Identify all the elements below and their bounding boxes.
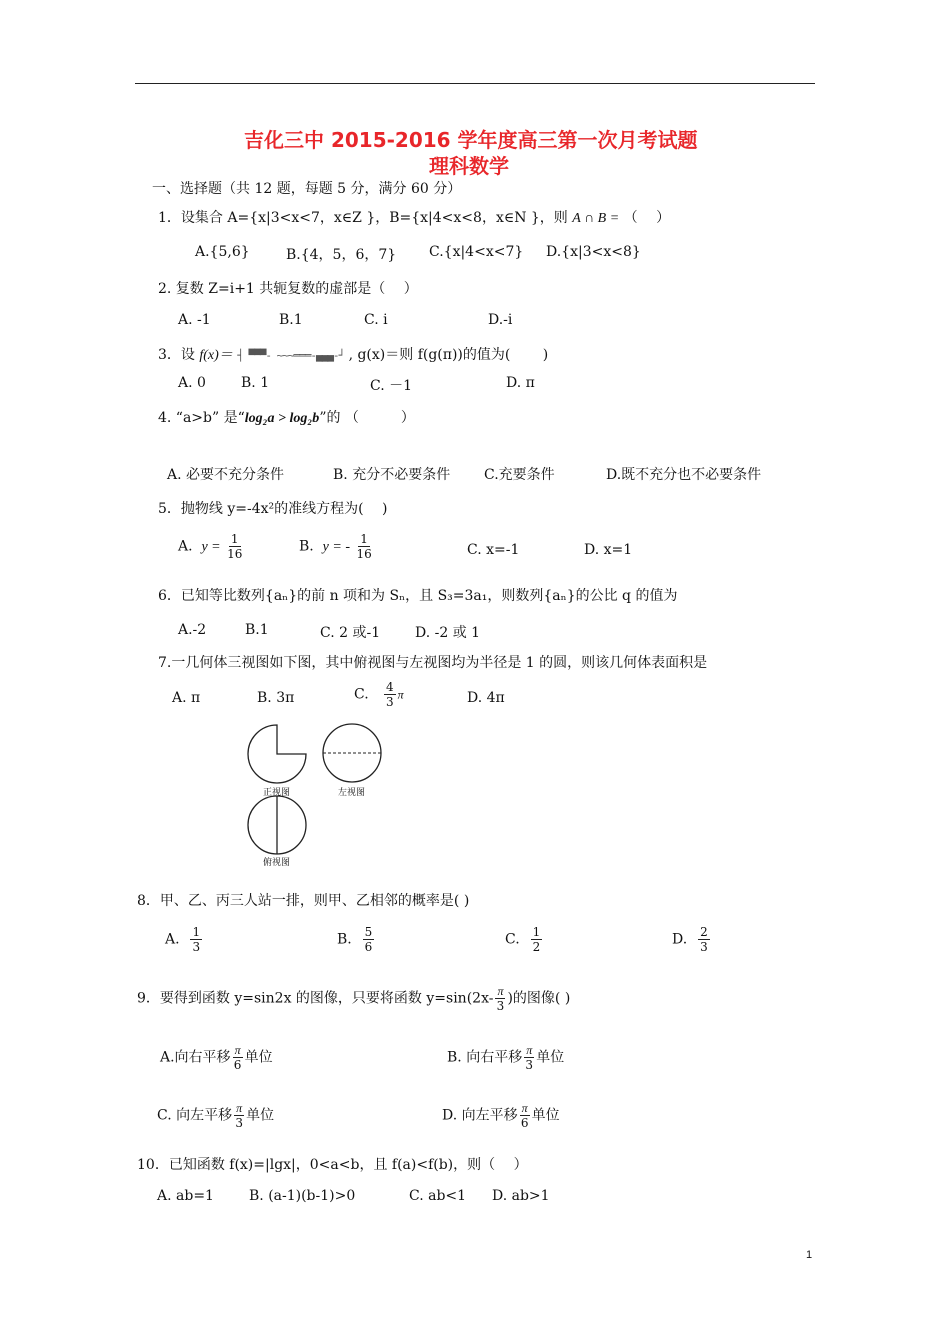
q1-stem: 1．设集合 A={x|3<x<7，x∈Z }，B={x|4<x<8，x∈N }，则 A ∩ B = （ ） [158, 210, 671, 226]
q5-stem: 5．抛物线 y=-4x²的准线方程为( ) [158, 501, 388, 517]
q8-option-c: C. $\frac{1}{2}$ [505, 925, 541, 954]
q3-option-a: A. 0 [178, 375, 206, 391]
q5-option-c: C. x=-1 [467, 542, 520, 558]
q7-option-d: D. 4π [467, 690, 505, 706]
q1-expr: A ∩ B = [572, 211, 620, 226]
q2-option-d: D.-i [488, 312, 513, 328]
q10-option-d: D. ab>1 [492, 1188, 550, 1204]
q8-option-a: A. $\frac{1}{3}$ [165, 925, 201, 954]
header-rule [135, 83, 815, 84]
q5-option-b: B. y = - $\frac{1}{16}$ [299, 532, 372, 561]
q4-option-d: D.既不充分也不必要条件 [606, 467, 762, 483]
q9-stem: 9．要得到函数 y=sin2x 的图像，只要将函数 y=sin(2x- $\frac{\pi}{3}$ )的图像( ) [137, 984, 571, 1013]
q1-option-b: B.{4，5，6，7} [286, 247, 397, 263]
q9-option-d: D. 向左平移 $\frac{\pi}{6}$ 单位 [442, 1101, 560, 1130]
q4-option-c: C.充要条件 [484, 467, 555, 483]
left-view-circle [323, 724, 381, 782]
q8-option-d: D. $\frac{2}{3}$ [672, 925, 708, 954]
q9-option-b: B. 向右平移 $\frac{\pi}{3}$ 单位 [447, 1043, 565, 1072]
q5-option-a: A. y = $\frac{1}{16}$ [178, 532, 243, 561]
q4-expr: log₂a > log₂b [244, 411, 320, 426]
q8-option-b: B. $\frac{5}{6}$ [337, 925, 373, 954]
q4-stem: 4. “a>b” 是“log₂a > log₂b”的 （ ） [158, 410, 415, 426]
q2-option-b: B.1 [279, 312, 303, 328]
q1-option-d: D.{x|3<x<8} [546, 244, 641, 260]
q6-option-c: C. 2 或-1 [320, 625, 381, 641]
q3-stem: 3．设 f(x)＝ ┤ ▀▀▀- ~~~═══-▄▄▄-┘ , g(x)＝则 f(g(π))的值为( ) [158, 347, 549, 363]
q6-option-b: B.1 [245, 622, 269, 638]
q10-stem: 10．已知函数 f(x)=|lgx|，0<a<b，且 f(a)<f(b)，则（ ） [137, 1157, 528, 1173]
left-view-label: 左视图 [338, 787, 366, 797]
q6-stem: 6．已知等比数列{aₙ}的前 n 项和为 Sₙ，且 S₃=3a₁，则数列{aₙ}的公比 q 的值为 [158, 588, 678, 604]
q4-option-b: B. 充分不必要条件 [333, 467, 451, 483]
page-number: 1 [806, 1249, 813, 1261]
q6-option-d: D. -2 或 1 [415, 625, 481, 641]
q1-option-c: C.{x|4<x<7} [429, 244, 524, 260]
q10-option-a: A. ab=1 [157, 1188, 214, 1204]
q7-stem: 7.一几何体三视图如下图，其中俯视图与左视图均为半径是 1 的圆，则该几何体表面积是 [158, 655, 708, 671]
q7-option-b: B. 3π [257, 690, 295, 706]
q6-option-a: A.-2 [178, 622, 207, 638]
q3-option-c: C. －1 [370, 378, 413, 394]
q3-garbled-formula: ┤ ▀▀▀- ~~~═══-▄▄▄-┘ [237, 349, 345, 362]
q3-option-b: B. 1 [241, 375, 270, 391]
document-subtitle: 理科数学 [429, 154, 509, 178]
q3-option-d: D. π [506, 375, 535, 391]
front-view-label: 正视图 [263, 787, 291, 797]
q9-option-c: C. 向左平移 $\frac{\pi}{3}$ 单位 [157, 1101, 275, 1130]
q9-option-a: A.向右平移 $\frac{\pi}{6}$ 单位 [160, 1043, 273, 1072]
q5-option-d: D. x=1 [584, 542, 633, 558]
q2-stem: 2. 复数 Z=i+1 共轭复数的虚部是（ ） [158, 281, 418, 297]
q10-option-c: C. ab<1 [409, 1188, 467, 1204]
q2-option-a: A. -1 [178, 312, 211, 328]
top-view-label: 俯视图 [263, 857, 291, 867]
document-title: 吉化三中 2015-2016 学年度高三第一次月考试题 [244, 128, 698, 152]
q7-option-c: C. $\frac{4}{3}$ π [354, 680, 404, 709]
q1-option-a: A.{5,6} [195, 244, 250, 260]
q7-option-a: A. π [172, 690, 201, 706]
front-view-shape [248, 725, 306, 783]
q4-option-a: A. 必要不充分条件 [167, 467, 285, 483]
q8-stem: 8．甲、乙、丙三人站一排，则甲、乙相邻的概率是( ) [137, 893, 470, 909]
q10-option-b: B. (a-1)(b-1)>0 [249, 1188, 356, 1204]
q2-option-c: C. i [364, 312, 388, 328]
section-heading: 一、选择题（共 12 题，每题 5 分，满分 60 分） [152, 181, 462, 197]
